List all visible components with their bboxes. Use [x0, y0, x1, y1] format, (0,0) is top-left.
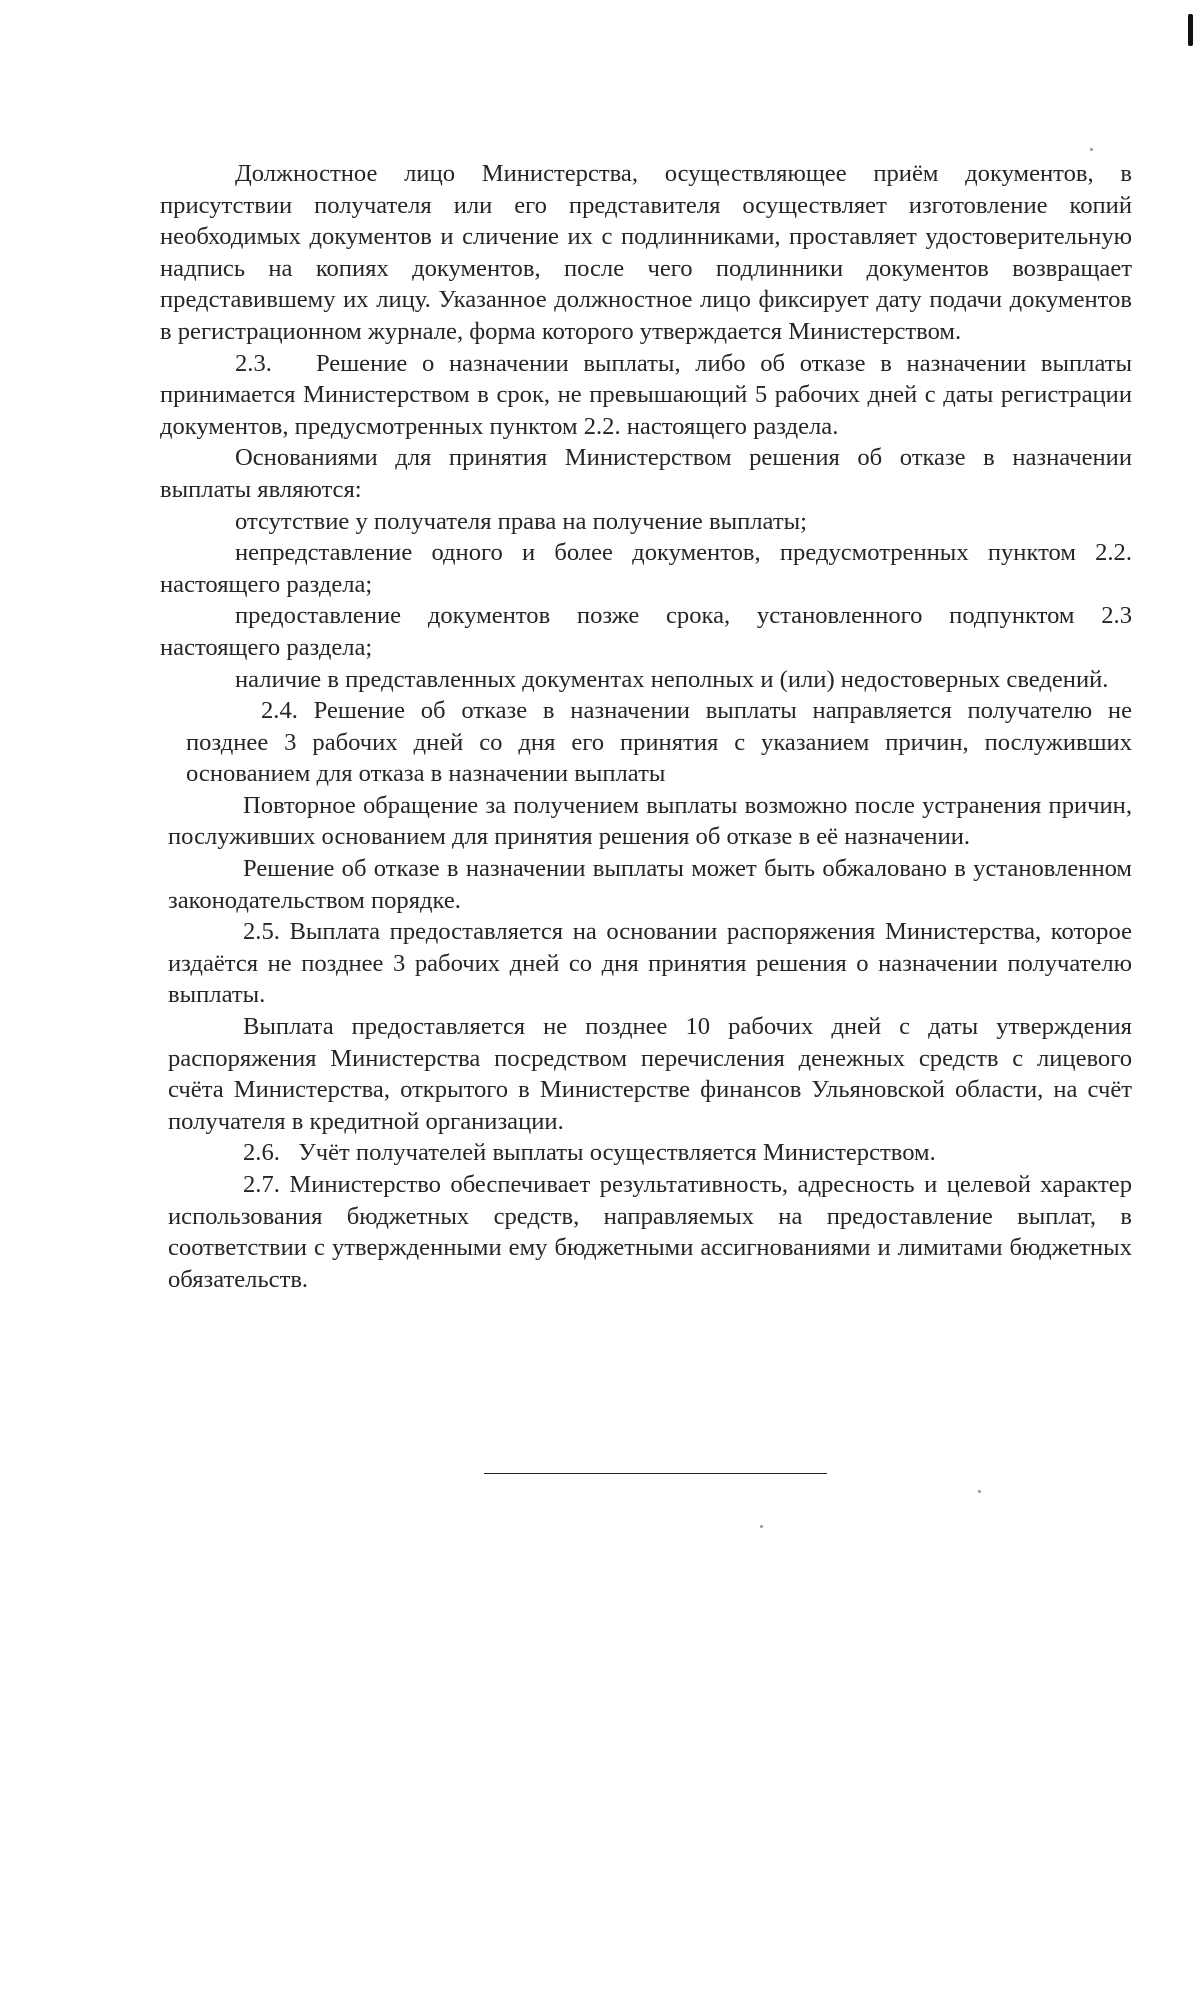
paragraph-payment-term: Выплата предоставляется не позднее 10 рабочих дней с даты утверждения распоряжения Министерства посредством перечисления денежных средств с лицевого счёта Министерства, открытого в Министерстве финансов Ульяновской области, на счёт получателя в кредитной организации. [168, 1013, 1132, 1135]
scan-speck [1090, 148, 1093, 151]
list-item-incomplete-info: наличие в представленных документах неполных и (или) недостоверных сведений. [235, 665, 1109, 693]
document-body [160, 158, 1132, 1295]
paragraph-document-intake: Должностное лицо Министерства, осуществляющее приём документов, в присутствии получателя или его представителя осуществляет изготовление копий необходимых документов и сличение их с подлинниками, проставляет удостоверительную надпись на копиях документов, после чего подлинники документов возвращает представившему их лицу. Указанное должностное лицо фиксирует дату подачи документов в регистрационном журнале, форма которого утверждается Министерством. [160, 160, 1132, 345]
paragraph-repeat-application: Повторное обращение за получением выплаты возможно после устранения причин, послуживших основанием для принятия решения об отказе в её назначении. [168, 791, 1132, 851]
paragraph-2-6-recipients-record: 2.6. Учёт получателей выплаты осуществляется Министерством. [243, 1139, 936, 1167]
paragraph-2-4-refusal-notice: 2.4. Решение об отказе в назначении выплаты направляется получателю не позднее 3 рабочих дней со дня его принятия с указанием причин, послуживших основанием для отказа в назначении выплаты [186, 697, 1132, 788]
paragraph-2-3-decision-term: 2.3. Решение о назначении выплаты, либо об отказе в назначении выплаты принимается Министерством в срок, не превышающий 5 рабочих дней с даты регистрации документов, предусмотренных пунктом 2.2. настоящего раздела. [160, 349, 1132, 440]
paragraph-2-5-payment-order: 2.5. Выплата предоставляется на основании распоряжения Министерства, которое издаётся не позднее 3 рабочих дней со дня принятия решения о назначении получателю выплаты. [168, 918, 1132, 1009]
list-item-no-right: отсутствие у получателя права на получение выплаты; [235, 507, 807, 535]
scan-edge-mark [1188, 14, 1193, 46]
list-item-missing-documents: непредставление одного и более документов, предусмотренных пунктом 2.2. настоящего раздела; [160, 539, 1132, 598]
paragraph-refusal-grounds-intro: Основаниями для принятия Министерством решения об отказе в назначении выплаты являются: [160, 444, 1132, 503]
paragraph-appeal: Решение об отказе в назначении выплаты может быть обжаловано в установленном законодательством порядке. [168, 855, 1132, 914]
list-item-late-submission: предоставление документов позже срока, установленного подпунктом 2.3 настоящего раздела; [160, 602, 1132, 661]
scan-speck [978, 1490, 981, 1493]
closing-rule [484, 1473, 827, 1474]
scan-speck [760, 1525, 763, 1528]
paragraph-2-7-ministry-duties: 2.7. Министерство обеспечивает результативность, адресность и целевой характер использования бюджетных средств, направляемых на предоставление выплат, в соответствии с утвержденными ему бюджетными ассигнованиями и лимитами бюджетных обязательств. [168, 1171, 1132, 1293]
